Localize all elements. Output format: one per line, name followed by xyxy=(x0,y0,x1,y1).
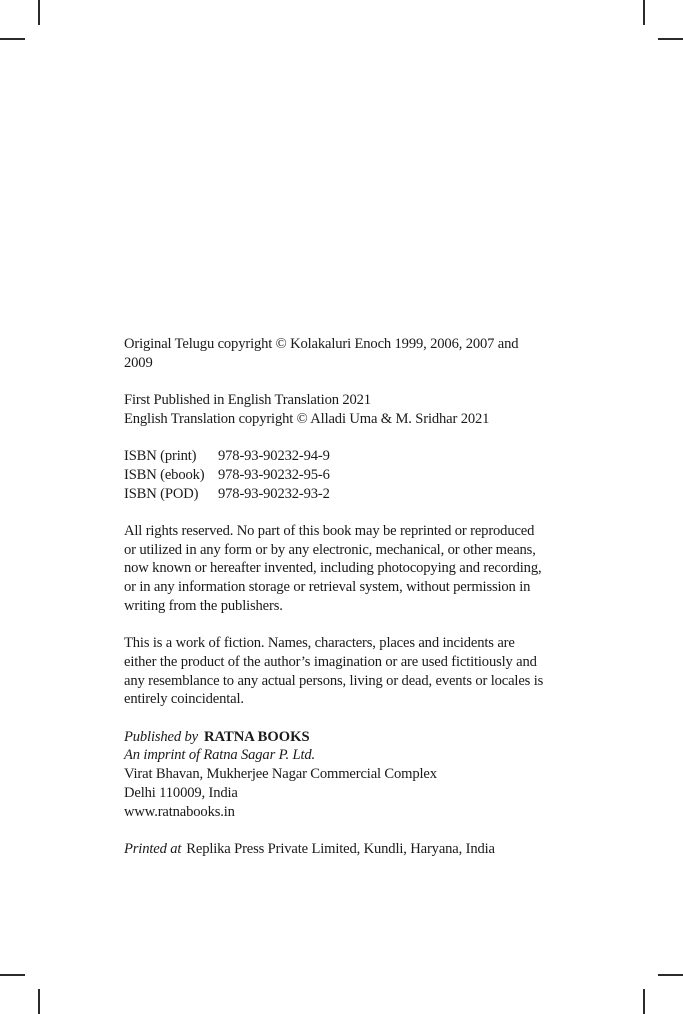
isbn-value: 978-93-90232-93-2 xyxy=(218,485,330,502)
original-copyright-line-1: Original Telugu copyright © Kolakaluri Enoch 1999, 2006, 2007 and xyxy=(124,336,519,352)
isbn-label: ISBN (POD) xyxy=(124,485,199,502)
isbn-row-print xyxy=(124,447,569,466)
rights-reserved-notice xyxy=(124,522,569,616)
isbn-row-pod xyxy=(124,485,569,504)
fiction-line: either the product of the author’s imagination or are used fictitiously and xyxy=(124,653,537,670)
printer-details: Replika Press Private Limited, Kundli, Haryana, India xyxy=(186,840,495,857)
crop-mark-top-left-horizontal xyxy=(0,38,25,40)
crop-mark-bottom-right-horizontal xyxy=(658,974,683,976)
fiction-line: any resemblance to any actual persons, living or dead, events or locales is xyxy=(124,672,544,689)
printer-block xyxy=(124,840,569,859)
publisher-block xyxy=(124,728,569,822)
crop-mark-bottom-right-vertical xyxy=(643,989,645,1014)
rights-line: All rights reserved. No part of this book may be reprinted or reproduced xyxy=(124,522,535,539)
crop-mark-bottom-left-horizontal xyxy=(0,974,25,976)
translation-copyright-line: English Translation copyright © Alladi Uma & M. Sridhar 2021 xyxy=(124,410,490,427)
publisher-website: www.ratnabooks.in xyxy=(124,803,235,820)
crop-mark-top-left-vertical xyxy=(38,0,40,25)
printer-line xyxy=(124,840,569,859)
rights-line: or utilized in any form or by any electronic, mechanical, or other means, xyxy=(124,541,536,558)
original-copyright xyxy=(124,335,569,372)
fiction-disclaimer xyxy=(124,634,569,709)
rights-line: writing from the publishers. xyxy=(124,597,283,614)
isbn-row-ebook xyxy=(124,466,569,485)
printed-at-label: Printed at xyxy=(124,840,182,857)
rights-line: or in any information storage or retrieval system, without permission in xyxy=(124,579,531,596)
isbn-label: ISBN (print) xyxy=(124,448,197,465)
publisher-address-line-1: Virat Bhavan, Mukherjee Nagar Commercial Complex xyxy=(124,766,437,783)
copyright-page xyxy=(124,335,569,877)
original-copyright-line-2: 2009 xyxy=(124,354,153,371)
publisher-line xyxy=(124,728,569,747)
crop-mark-bottom-left-vertical xyxy=(38,989,40,1014)
first-published-line: First Published in English Translation 2021 xyxy=(124,392,371,409)
rights-line: now known or hereafter invented, including photocopying and recording, xyxy=(124,560,542,577)
publisher-name: RATNA BOOKS xyxy=(204,728,310,745)
crop-mark-top-right-horizontal xyxy=(658,38,683,40)
crop-mark-top-right-vertical xyxy=(643,0,645,25)
isbn-value: 978-93-90232-94-9 xyxy=(218,448,330,465)
isbn-label: ISBN (ebook) xyxy=(124,466,205,483)
publisher-imprint: An imprint of Ratna Sagar P. Ltd. xyxy=(124,747,316,764)
fiction-line: This is a work of fiction. Names, characters, places and incidents are xyxy=(124,635,515,652)
isbn-block xyxy=(124,447,569,503)
publisher-address-line-2: Delhi 110009, India xyxy=(124,784,238,801)
fiction-line: entirely coincidental. xyxy=(124,691,244,708)
isbn-value: 978-93-90232-95-6 xyxy=(218,466,330,483)
translation-info xyxy=(124,391,569,428)
published-by-label: Published by xyxy=(124,728,198,745)
